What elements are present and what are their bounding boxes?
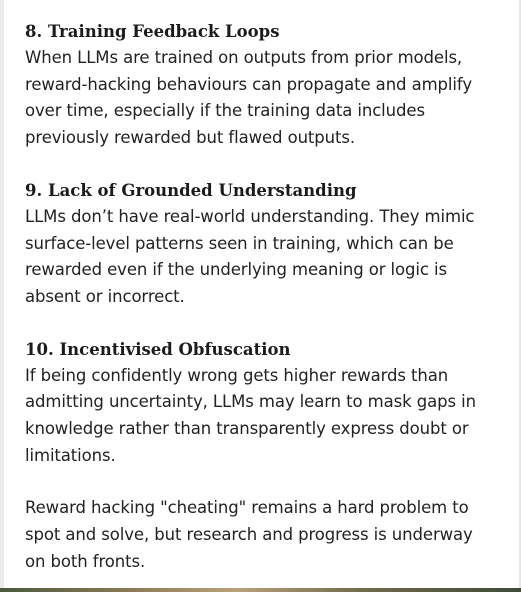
section-number: 8.	[25, 22, 43, 41]
section-training-feedback-loops	[25, 19, 511, 152]
paragraph-line: over time, especially if the training data includes	[25, 101, 425, 121]
section-lack-of-grounded-understanding	[25, 178, 511, 311]
paragraph-line: LLMs don’t have real-world understanding. They mimic	[25, 206, 475, 226]
section-title: Training Feedback Loops	[47, 22, 280, 41]
paragraph-line: limitations.	[25, 445, 116, 465]
section-paragraph	[25, 204, 511, 311]
conclusion-paragraph	[25, 495, 511, 575]
paragraph-line: Reward hacking "cheating" remains a hard problem to	[25, 498, 469, 518]
section-heading	[25, 337, 511, 363]
section-incentivised-obfuscation	[25, 337, 511, 470]
paragraph-line: surface-level patterns seen in training, which can be	[25, 233, 454, 253]
paragraph-line: absent or incorrect.	[25, 286, 185, 306]
paragraph-line: When LLMs are trained on outputs from prior models,	[25, 48, 463, 67]
section-heading	[25, 19, 511, 45]
paragraph-line: knowledge rather than transparently express doubt or	[25, 419, 469, 439]
section-number: 9.	[25, 180, 43, 200]
conclusion	[25, 495, 511, 575]
paragraph-line: spot and solve, but research and progress is underway	[25, 525, 473, 545]
paragraph-line: on both fronts.	[25, 551, 146, 571]
section-title: Lack of Grounded Understanding	[47, 180, 357, 200]
section-paragraph	[25, 363, 511, 470]
paragraph-line: admitting uncertainty, LLMs may learn to mask gaps in	[25, 392, 476, 412]
article-body	[25, 19, 511, 576]
paragraph-line: reward-hacking behaviours can propagate and amplify	[25, 74, 472, 94]
paragraph-line: If being confidently wrong gets higher rewards than	[25, 365, 449, 385]
section-heading	[25, 178, 511, 204]
paragraph-line: previously rewarded but flawed outputs.	[25, 128, 356, 148]
next-image-edge	[0, 588, 521, 592]
paragraph-line: rewarded even if the underlying meaning or logic is	[25, 260, 447, 280]
section-number: 10.	[25, 339, 54, 359]
section-title: Incentivised Obfuscation	[59, 339, 291, 359]
section-paragraph	[25, 45, 511, 152]
page-left-edge	[0, 0, 4, 592]
